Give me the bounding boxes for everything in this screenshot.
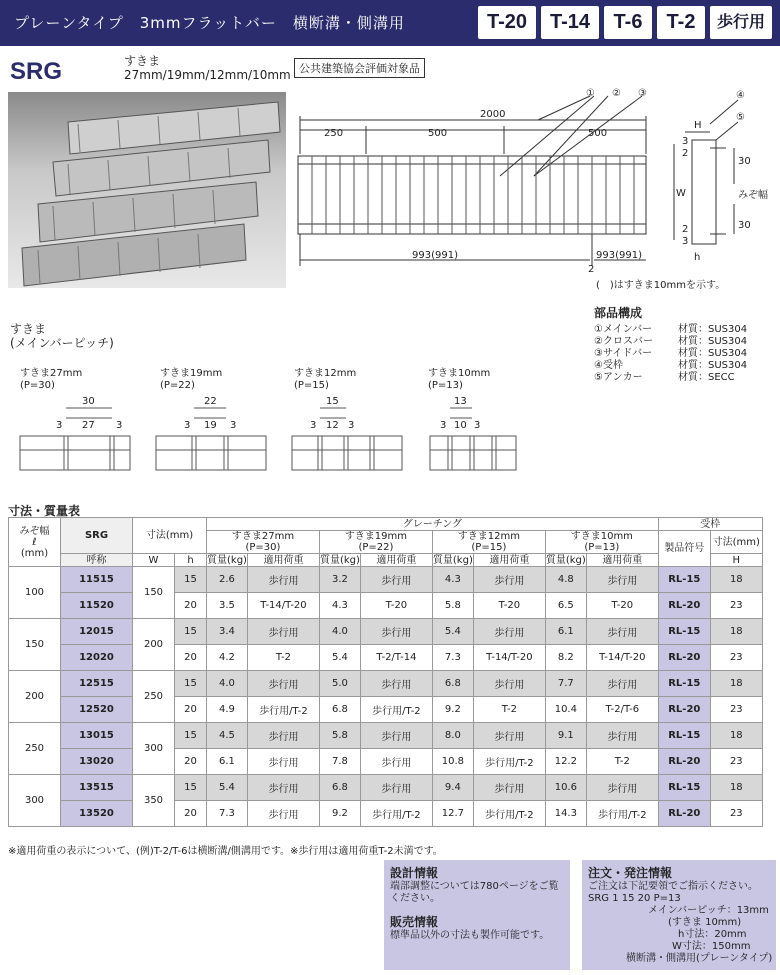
pitch-p: (P=30) xyxy=(20,380,55,391)
table-cell: 10.8 xyxy=(432,749,473,775)
table-cell: 9.2 xyxy=(432,697,473,723)
table-cell: 歩行用 xyxy=(473,723,545,749)
table-cell: T-2/T-6 xyxy=(586,697,658,723)
part-name: ①メインバー xyxy=(594,324,653,335)
table-cell: 11520 xyxy=(61,593,133,619)
table-cell: RL-20 xyxy=(658,801,710,827)
table-cell: 20 xyxy=(175,801,207,827)
table-row xyxy=(9,697,763,723)
table-cell: RL-15 xyxy=(658,723,710,749)
table-cell: 15 xyxy=(175,723,207,749)
callout-2: ② xyxy=(612,88,621,99)
table-cell: 23 xyxy=(710,645,762,671)
table-cell: RL-15 xyxy=(658,619,710,645)
table-cell: 歩行用 xyxy=(247,775,319,801)
th-grating: グレーチング xyxy=(207,518,659,531)
table-cell: 6.1 xyxy=(207,749,248,775)
pitch-10-space: 10 xyxy=(454,420,467,431)
gap-label-title: すきま xyxy=(124,54,161,68)
table-cell: 3.2 xyxy=(319,567,360,593)
table-cell: 6.1 xyxy=(545,619,586,645)
table-cell: RL-20 xyxy=(658,645,710,671)
table-cell: 5.0 xyxy=(319,671,360,697)
part-name: ③サイドバー xyxy=(594,348,653,359)
side-3b: 3 xyxy=(682,236,689,247)
table-cell: 18 xyxy=(710,775,762,801)
sales-body: 標準品以外の寸法も製作可能です。 xyxy=(390,930,550,941)
table-cell: 14.3 xyxy=(545,801,586,827)
table-cell: 4.3 xyxy=(319,593,360,619)
table-cell: 3.4 xyxy=(207,619,248,645)
table-cell: 歩行用 xyxy=(586,671,658,697)
table-cell: 歩行用 xyxy=(586,619,658,645)
table-cell: 20 xyxy=(175,749,207,775)
table-cell: 5.8 xyxy=(319,723,360,749)
table-cell: 4.8 xyxy=(545,567,586,593)
table-cell: 歩行用/T-2 xyxy=(247,697,319,723)
table-cell: 6.8 xyxy=(319,697,360,723)
table-cell: 18 xyxy=(710,723,762,749)
th-mass: 質量(kg) xyxy=(432,554,473,566)
table-cell: 歩行用/T-2 xyxy=(360,697,432,723)
dim-993-left: 993(991) xyxy=(412,250,458,261)
table-cell: 18 xyxy=(710,619,762,645)
table-row xyxy=(9,749,763,775)
pitch-19-p: 22 xyxy=(204,396,217,407)
th-load: 適用荷重 xyxy=(360,554,432,567)
side-3a: 3 xyxy=(682,136,689,147)
table-cell: 15 xyxy=(175,619,207,645)
table-row xyxy=(9,671,763,697)
table-cell: 歩行用 xyxy=(473,671,545,697)
grating-photo-illustration xyxy=(8,92,286,288)
pitch-gap: すきま27mm xyxy=(20,368,83,379)
table-cell: 15 xyxy=(175,671,207,697)
product-photo xyxy=(8,92,286,288)
table-cell: 4.3 xyxy=(432,567,473,593)
table-cell: 12515 xyxy=(61,671,133,697)
side-2b: 2 xyxy=(682,224,689,235)
table-cell: 18 xyxy=(710,671,762,697)
table-cell: 5.4 xyxy=(319,645,360,671)
table-cell: RL-15 xyxy=(658,567,710,593)
th-H: H xyxy=(710,554,762,567)
dim-500a: 500 xyxy=(428,128,448,139)
table-cell: 12015 xyxy=(61,619,133,645)
table-cell: 歩行用 xyxy=(586,567,658,593)
part-name: ②クロスバー xyxy=(594,336,653,347)
table-cell: 歩行用 xyxy=(247,801,319,827)
pitch-10-bar: 3 xyxy=(440,420,447,431)
callout-1: ① xyxy=(586,88,595,99)
table-cell: 23 xyxy=(710,801,762,827)
pitch-27-p: 30 xyxy=(82,396,95,407)
table-cell: RL-20 xyxy=(658,593,710,619)
th-W: W xyxy=(133,554,175,567)
table-cell: T-14/T-20 xyxy=(586,645,658,671)
order-line-3: h寸法：20mm xyxy=(678,929,747,940)
pitch-19-space: 19 xyxy=(204,420,217,431)
pitch-12-p: 15 xyxy=(326,396,339,407)
table-cell: 9.2 xyxy=(319,801,360,827)
table-cell: 6.8 xyxy=(432,671,473,697)
table-cell: 10.4 xyxy=(545,697,586,723)
pitch-27-bar2: 3 xyxy=(116,420,123,431)
order-line-5: 横断溝・側溝用(プレーンタイプ) xyxy=(626,953,773,964)
note-paren: ( )はすきま10mmを示す。 xyxy=(596,280,726,291)
order-code: SRG 1 15 20 P=13 xyxy=(588,893,681,904)
table-cell: 18 xyxy=(710,567,762,593)
table-cell: T-2 xyxy=(247,645,319,671)
table-cell: 歩行用 xyxy=(360,775,432,801)
pitch-10-bar2: 3 xyxy=(474,420,481,431)
table-cell: 歩行用/T-2 xyxy=(586,801,658,827)
order-line-2: (すきま 10mm) xyxy=(668,917,742,928)
table-cell: 13015 xyxy=(61,723,133,749)
table-cell: 150 xyxy=(9,619,61,671)
badge-walk: 歩行用 xyxy=(710,6,772,39)
table-cell: 歩行用 xyxy=(473,567,545,593)
table-cell: 13020 xyxy=(61,749,133,775)
pitch-label-sub: (メインバーピッチ) xyxy=(10,336,114,350)
pitch-diagrams xyxy=(18,392,528,480)
th-uke: 受枠 xyxy=(658,518,762,531)
table-cell: 歩行用 xyxy=(473,619,545,645)
pitch-gap: すきま12mm xyxy=(294,368,357,379)
table-cell: 歩行用 xyxy=(360,671,432,697)
table-cell: 歩行用/T-2 xyxy=(360,801,432,827)
pitch-p: (P=15) xyxy=(294,380,329,391)
table-cell: 15 xyxy=(175,775,207,801)
part-material: 材質：SUS304 xyxy=(678,336,748,347)
order-box xyxy=(582,860,776,970)
side-H: H xyxy=(694,120,702,131)
table-cell: 8.0 xyxy=(432,723,473,749)
part-name: ⑤アンカー xyxy=(594,372,643,383)
side-30a: 30 xyxy=(738,156,751,167)
pitch-label xyxy=(10,322,114,350)
th-gap-12: すきま12mm (P=15) xyxy=(432,531,545,554)
table-cell: T-20 xyxy=(586,593,658,619)
pitch-label-title: すきま xyxy=(10,322,47,336)
gap-label xyxy=(124,54,291,82)
th-h: h xyxy=(175,554,207,567)
table-cell: 歩行用/T-2 xyxy=(473,749,545,775)
dim-2: 2 xyxy=(588,264,595,275)
table-cell: 23 xyxy=(710,593,762,619)
dimension-drawing xyxy=(290,84,780,284)
table-cell: 歩行用 xyxy=(586,723,658,749)
header-title: プレーンタイプ 3mmフラットバー 横断溝・側溝用 xyxy=(14,14,405,32)
side-h: h xyxy=(694,252,701,263)
design-body-1: 端部調整については780ページをご覧 xyxy=(390,881,559,892)
table-row xyxy=(9,619,763,645)
callout-3: ③ xyxy=(638,88,647,99)
table-cell: 9.4 xyxy=(432,775,473,801)
table-cell: 200 xyxy=(133,619,175,671)
pitch-19-bar2: 3 xyxy=(230,420,237,431)
th-mizo: みぞ幅 ℓ (mm) xyxy=(9,518,61,567)
th-load: 適用荷重 xyxy=(586,554,658,567)
pitch-12-bar: 3 xyxy=(310,420,317,431)
pitch-10-label xyxy=(428,368,490,392)
table-title: 寸法・質量表 xyxy=(8,504,81,518)
th-load: 適用荷重 xyxy=(473,554,545,567)
part-material: 材質：SUS304 xyxy=(678,324,748,335)
table-cell: 歩行用 xyxy=(247,567,319,593)
table-cell: 10.6 xyxy=(545,775,586,801)
table-cell: 350 xyxy=(133,775,175,827)
table-cell: 20 xyxy=(175,593,207,619)
th-mass: 質量(kg) xyxy=(545,554,586,566)
spec-table xyxy=(8,517,763,827)
table-cell: 歩行用 xyxy=(360,567,432,593)
table-cell: 4.5 xyxy=(207,723,248,749)
table-cell: 12020 xyxy=(61,645,133,671)
table-cell: RL-15 xyxy=(658,775,710,801)
table-row xyxy=(9,567,763,593)
table-row xyxy=(9,645,763,671)
side-30b: 30 xyxy=(738,220,751,231)
table-cell: 歩行用 xyxy=(247,749,319,775)
table-cell: 250 xyxy=(133,671,175,723)
part-item xyxy=(594,368,735,383)
parts-title: 部品構成 xyxy=(594,306,643,320)
table-cell: 4.2 xyxy=(207,645,248,671)
side-mizo: みぞ幅 xyxy=(738,190,768,201)
pitch-12-space: 12 xyxy=(326,420,339,431)
pitch-12-bar2: 3 xyxy=(348,420,355,431)
th-usunpo: 寸法(mm) xyxy=(710,531,762,554)
table-cell: 13515 xyxy=(61,775,133,801)
callout-5: ⑤ xyxy=(736,112,745,123)
table-cell: 200 xyxy=(9,671,61,723)
design-heading: 設計情報 xyxy=(390,866,439,880)
dim-250: 250 xyxy=(324,128,344,139)
table-cell: 歩行用 xyxy=(360,723,432,749)
table-row xyxy=(9,775,763,801)
table-cell: 歩行用 xyxy=(247,723,319,749)
table-cell: 2.6 xyxy=(207,567,248,593)
part-name: ④受枠 xyxy=(594,360,623,371)
th-call: 呼称 xyxy=(61,554,133,567)
badge-t2: T-2 xyxy=(657,6,705,39)
table-cell: 7.3 xyxy=(432,645,473,671)
table-cell: 23 xyxy=(710,749,762,775)
table-cell: 4.9 xyxy=(207,697,248,723)
table-cell: 歩行用 xyxy=(360,749,432,775)
th-mass: 質量(kg) xyxy=(319,554,360,566)
table-cell: 8.2 xyxy=(545,645,586,671)
table-cell: RL-15 xyxy=(658,671,710,697)
pitch-27-label xyxy=(20,368,82,392)
th-gap-27: すきま27mm (P=30) xyxy=(207,531,320,554)
table-cell: 20 xyxy=(175,645,207,671)
table-cell: T-2 xyxy=(586,749,658,775)
table-cell: T-14/T-20 xyxy=(247,593,319,619)
table-cell: 300 xyxy=(9,775,61,827)
order-body: ご注文は下記要領でご指示ください。 xyxy=(588,881,758,892)
table-cell: 7.3 xyxy=(207,801,248,827)
pitch-12-label xyxy=(294,368,356,392)
dim-993-right: 993(991) xyxy=(596,250,642,261)
dim-2000: 2000 xyxy=(480,109,506,120)
table-cell: 12.7 xyxy=(432,801,473,827)
table-cell: T-2/T-14 xyxy=(360,645,432,671)
table-cell: T-20 xyxy=(360,593,432,619)
badge-t6: T-6 xyxy=(604,6,652,39)
th-load: 適用荷重 xyxy=(247,554,319,567)
table-cell: 4.0 xyxy=(319,619,360,645)
pitch-19-bar: 3 xyxy=(184,420,191,431)
badge-t14: T-14 xyxy=(541,6,599,39)
table-row xyxy=(9,801,763,827)
pitch-27-bar: 3 xyxy=(56,420,63,431)
table-cell: 5.4 xyxy=(207,775,248,801)
table-cell: 歩行用 xyxy=(360,619,432,645)
table-cell: 3.5 xyxy=(207,593,248,619)
th-prod: 製品符号 xyxy=(658,531,710,567)
pitch-p: (P=13) xyxy=(428,380,463,391)
part-material: 材質：SECC xyxy=(678,372,735,383)
table-cell: 9.1 xyxy=(545,723,586,749)
table-cell: 7.8 xyxy=(319,749,360,775)
table-cell: T-20 xyxy=(473,593,545,619)
part-material: 材質：SUS304 xyxy=(678,360,748,371)
table-cell: RL-20 xyxy=(658,697,710,723)
table-row xyxy=(9,593,763,619)
part-material: 材質：SUS304 xyxy=(678,348,748,359)
table-cell: 23 xyxy=(710,697,762,723)
table-cell: RL-20 xyxy=(658,749,710,775)
pitch-10-p: 13 xyxy=(454,396,467,407)
table-cell: 12.2 xyxy=(545,749,586,775)
table-cell: 歩行用/T-2 xyxy=(473,801,545,827)
table-cell: T-14/T-20 xyxy=(473,645,545,671)
order-line-4: W寸法：150mm xyxy=(672,941,751,952)
table-footnote: ※適用荷重の表示について、(例)T-2/T-6は横断溝/側溝用です。※歩行用は適用荷重T-2未満です。 xyxy=(8,846,443,857)
th-gap-19: すきま19mm (P=22) xyxy=(319,531,432,554)
th-gap-10: すきま10mm (P=13) xyxy=(545,531,658,554)
table-cell: 5.4 xyxy=(432,619,473,645)
side-2a: 2 xyxy=(682,148,689,159)
dim-500b: 500 xyxy=(588,128,608,139)
table-cell: 歩行用 xyxy=(247,619,319,645)
gap-values: 27mm/19mm/12mm/10mm xyxy=(124,68,291,82)
table-cell: T-2 xyxy=(473,697,545,723)
model-name: SRG xyxy=(10,58,63,85)
table-cell: 6.5 xyxy=(545,593,586,619)
callout-4: ④ xyxy=(736,90,745,101)
badge-t20: T-20 xyxy=(478,6,536,39)
pitch-gap: すきま19mm xyxy=(160,368,223,379)
table-cell: 13520 xyxy=(61,801,133,827)
public-eval-label: 公共建築協会評価対象品 xyxy=(294,58,425,78)
pitch-gap: すきま10mm xyxy=(428,368,491,379)
table-cell: 5.8 xyxy=(432,593,473,619)
table-cell: 7.7 xyxy=(545,671,586,697)
side-W: W xyxy=(676,188,686,199)
th-sunpo: 寸法(mm) xyxy=(133,518,207,554)
table-cell: 4.0 xyxy=(207,671,248,697)
table-cell: 歩行用 xyxy=(586,775,658,801)
table-row xyxy=(9,723,763,749)
table-cell: 6.8 xyxy=(319,775,360,801)
design-body-2: ください。 xyxy=(390,893,440,904)
table-cell: 20 xyxy=(175,697,207,723)
table-cell: 300 xyxy=(133,723,175,775)
table-cell: 歩行用 xyxy=(473,775,545,801)
pitch-19-label xyxy=(160,368,222,392)
table-cell: 歩行用 xyxy=(247,671,319,697)
sales-heading: 販売情報 xyxy=(390,915,439,929)
th-srg: SRG xyxy=(61,518,133,554)
pitch-p: (P=22) xyxy=(160,380,195,391)
table-cell: 100 xyxy=(9,567,61,619)
th-mass: 質量(kg) xyxy=(207,554,247,566)
order-line-1: メインバーピッチ：13mm xyxy=(648,905,769,916)
design-sales-box xyxy=(384,860,570,970)
table-cell: 15 xyxy=(175,567,207,593)
pitch-27-space: 27 xyxy=(82,420,95,431)
table-cell: 12520 xyxy=(61,697,133,723)
table-cell: 11515 xyxy=(61,567,133,593)
table-cell: 250 xyxy=(9,723,61,775)
table-body xyxy=(9,567,763,827)
table-cell: 150 xyxy=(133,567,175,619)
order-heading: 注文・発注情報 xyxy=(588,866,673,880)
